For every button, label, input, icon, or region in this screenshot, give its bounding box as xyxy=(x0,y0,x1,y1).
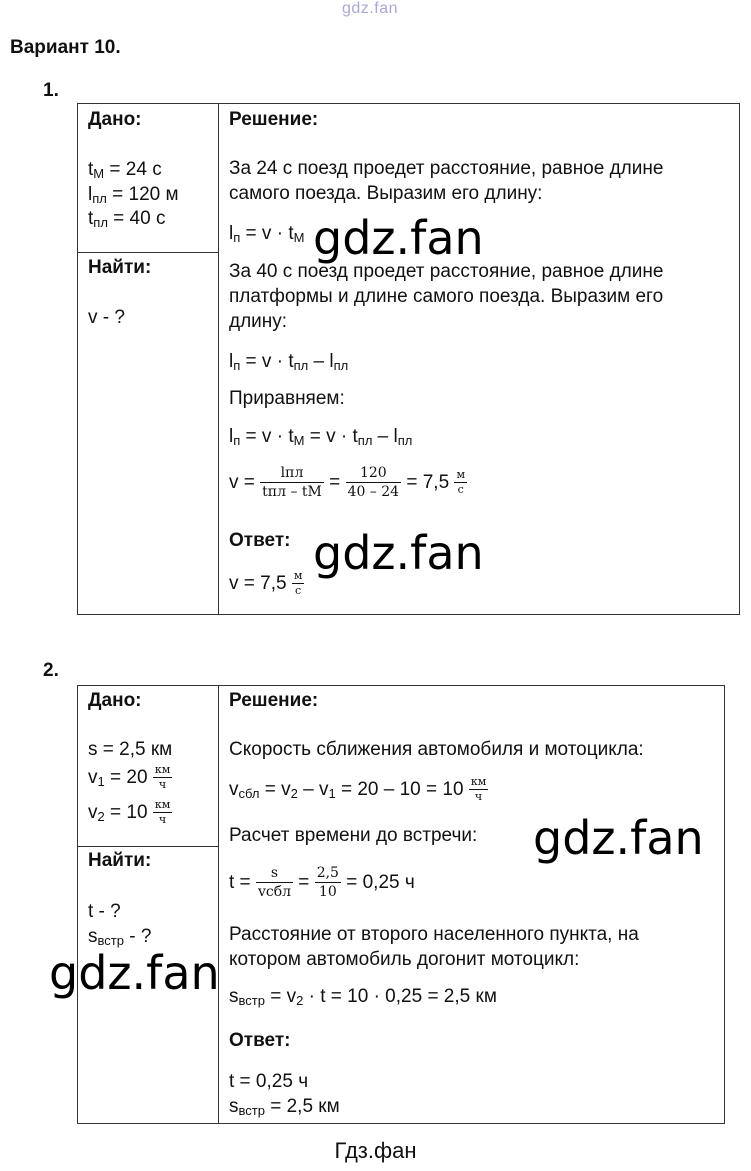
formula: vсбл = v2 – v1 = 20 – 10 = 10 $\frac{км}{ч}$ xyxy=(229,775,487,804)
solution-text: Приравняем: xyxy=(229,388,345,409)
given-tm: tМ = 24 с xyxy=(88,159,162,181)
formula: lп = v · tпл – lпл xyxy=(229,351,349,373)
find-value: v - ? xyxy=(88,307,125,328)
answer-value: sвстр = 2,5 км xyxy=(229,1096,340,1118)
formula: sвстр = v2 · t = 10 · 0,25 = 2,5 км xyxy=(229,986,497,1008)
given-title: Дано: xyxy=(88,109,142,130)
solution-text: Скорость сближения автомобиля и мотоцикла: xyxy=(229,739,644,760)
answer-title: Ответ: xyxy=(229,530,291,551)
formula: lп = v · tМ = v · tпл – lпл xyxy=(229,426,413,448)
solution-text: Расчет времени до встречи: xyxy=(229,825,478,846)
solution-text: самого поезда. Выразим его длину: xyxy=(229,183,543,204)
find-title: Найти: xyxy=(88,257,152,278)
variant-title: Вариант 10. xyxy=(10,37,121,58)
problem-number: 1. xyxy=(43,80,59,101)
watermark: gdz.fan xyxy=(313,211,484,265)
site-link[interactable]: gdz.fan xyxy=(342,0,398,17)
watermark: gdz.fan xyxy=(533,811,704,865)
solution-title: Решение: xyxy=(229,690,319,711)
solution-text: длину: xyxy=(229,311,288,332)
problem-number: 2. xyxy=(43,660,59,681)
watermark: gdz.fan xyxy=(313,526,484,580)
given-s: s = 2,5 км xyxy=(88,739,173,760)
given-tpl: tпл = 40 с xyxy=(88,208,166,230)
answer-value: v = 7,5 $\frac{м}{с}$ xyxy=(229,569,303,598)
answer-title: Ответ: xyxy=(229,1030,291,1051)
solution-text: За 40 с поезд проедет расстояние, равное длине xyxy=(229,261,664,282)
solution-text: платформы и длине самого поезда. Выразим его xyxy=(229,286,664,307)
formula-fraction: v = $\frac{\text{lпл}}{\text{tпл – tМ}}$ = $\frac{120}{40 - 24}$ = 7,5 $\frac{м}{с}$ xyxy=(229,465,465,501)
watermark: gdz.fan xyxy=(49,946,220,1000)
given-title: Дано: xyxy=(88,690,142,711)
given-v2: v2 = 10 $\frac{км}{ч}$ xyxy=(88,798,171,827)
answer-value: t = 0,25 ч xyxy=(229,1071,309,1092)
solution-text: котором автомобиль догонит мотоцикл: xyxy=(229,949,580,970)
find-value: t - ? xyxy=(88,901,121,922)
find-value: sвстр - ? xyxy=(88,926,152,948)
formula-fraction: t = $\frac{s}{\text{vсбл}}$ = $\frac{2,5}{10}$ = 0,25 ч xyxy=(229,865,415,901)
solution-text: Расстояние от второго населенного пункта, на xyxy=(229,924,639,945)
formula: lп = v · tМ xyxy=(229,223,305,245)
given-lpl: lпл = 120 м xyxy=(88,184,179,206)
find-title: Найти: xyxy=(88,850,152,871)
solution-title: Решение: xyxy=(229,109,319,130)
given-v1: v1 = 20 $\frac{км}{ч}$ xyxy=(88,763,171,792)
footer-text: Гдз.фан xyxy=(334,1138,417,1163)
solution-text: За 24 с поезд проедет расстояние, равное длине xyxy=(229,158,664,179)
